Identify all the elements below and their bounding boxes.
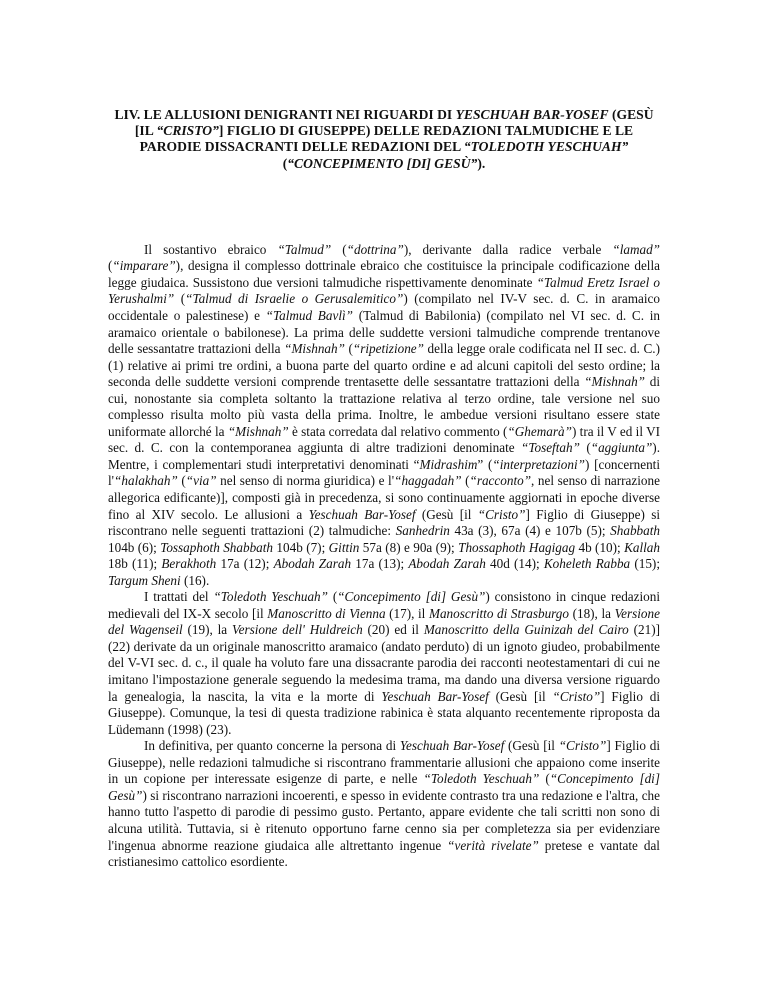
- italic-run: “ripetizione”: [352, 341, 424, 357]
- italic-run: “racconto”: [469, 473, 532, 489]
- italic-run: Versione dell' Huldreich: [232, 622, 363, 638]
- italic-run: Shabbath: [610, 523, 660, 539]
- text-run: (Talmud di Babilonia) (compilato nel VI sec. d. C. in aramaico orientale o babilonese). La prima delle suddette versioni talmudiche comprende trentanove delle sessantatre trattazioni della: [108, 308, 660, 357]
- italic-run: Koheleth Rabba: [543, 556, 631, 572]
- text-run: pretese e vantate dal cristianesimo cattolico esordiente.: [108, 837, 660, 870]
- italic-run: Tossaphoth Shabbath: [160, 539, 274, 555]
- italic-run: “interpretazioni”: [492, 456, 585, 472]
- title-text: ] FIGLIO DI GIUSEPPE) DELLE REDAZIONI TALMUDICHE E LE PARODIE DISSACRANTI DELLE REDAZIONI DEL: [139, 123, 634, 155]
- text-run: 43a (3), 67a (4) e 107b (5);: [449, 523, 611, 539]
- italic-run: Abodah Zarah: [273, 556, 352, 572]
- italic-run: “Mishnah”: [584, 374, 646, 390]
- text-run: 17a (13);: [351, 556, 409, 572]
- text-run: (18), la: [569, 605, 615, 621]
- title-text-italic: “CONCEPIMENTO [DI] GESÙ”: [287, 155, 478, 171]
- italic-run: “Toledoth Yeschuah”: [213, 589, 328, 605]
- text-run: 4b (10);: [575, 539, 625, 555]
- italic-run: Yeschuah Bar-Yosef: [399, 738, 505, 754]
- text-run: ] Figlio di Giuseppe). Comunque, la tesi di questa tradizione rabinica è stata alquanto recentemente riproposta da Lüdemann (1998) (23).: [108, 688, 660, 737]
- text-run: (: [327, 589, 338, 605]
- italic-run: “Toseftah”: [521, 440, 580, 456]
- italic-run: “via”: [185, 473, 217, 489]
- italic-run: “verità rivelate”: [447, 837, 539, 853]
- document-body: [108, 242, 660, 871]
- text-run: (17), il: [385, 605, 429, 621]
- text-run: 57a (8) e 90a (9);: [359, 539, 459, 555]
- text-run: (19), la: [182, 622, 232, 638]
- text-run: (Gesù [il: [504, 738, 559, 754]
- italic-run: Midrashim: [419, 456, 478, 472]
- text-run: è stata corredata dal relativo commento (: [288, 423, 508, 439]
- italic-run: “Talmud Bavlì”: [265, 308, 353, 323]
- text-run: ) consistono in cinque redazioni medievali del IX-X secolo [il: [108, 589, 661, 621]
- text-run: ), designa il complesso dottrinale ebraico che costituisce la principale codificazione della legge giudaica. Sussistono due versioni talmudiche rispettivamente denominate: [108, 258, 660, 290]
- italic-run: Thossaphoth Hagigag: [458, 539, 576, 555]
- text-run: ] Figlio di Giuseppe), nelle redazioni talmudiche si riscontrano frammentarie allusioni che appaiono come inserite in un copione per interessate esigenze di parte, e nelle: [108, 738, 660, 787]
- title-text: LIV. LE ALLUSIONI DENIGRANTI NEI RIGUARDI DI: [114, 107, 456, 122]
- italic-run: Sanhedrin: [395, 523, 450, 539]
- title-text: (: [282, 155, 288, 171]
- italic-run: Manoscritto di Strasburgo: [428, 605, 569, 621]
- italic-run: Targum Sheni: [108, 572, 181, 588]
- italic-run: “haggadah”: [394, 473, 462, 489]
- text-run: 18b (11);: [108, 556, 162, 572]
- text-run: 104b (6);: [108, 539, 161, 555]
- italic-run: “Talmud Eretz Israel o Yerushalmi”: [108, 274, 660, 307]
- italic-run: Berakhoth: [161, 556, 217, 572]
- text-run: Il sostantivo ebraico: [144, 241, 278, 257]
- text-run: (: [174, 291, 186, 307]
- text-run: ) tra il V ed il VI sec. d. C. con la contemporanea aggiunta di altre tradizioni denominate: [108, 423, 661, 456]
- text-run: (: [108, 258, 113, 274]
- italic-run: “Mishnah”: [227, 423, 289, 439]
- text-run: (: [177, 473, 186, 489]
- paragraph-3: [108, 738, 660, 870]
- title-text-italic: YESCHUAH BAR-YOSEF: [455, 107, 609, 122]
- italic-run: “dottrina”: [346, 241, 404, 257]
- text-run: nel senso di norma giuridica) e l': [216, 473, 395, 489]
- text-run: (: [539, 771, 550, 787]
- title-text-italic: “CRISTO”: [156, 123, 219, 139]
- italic-run: “Cristo”: [477, 506, 526, 522]
- paragraph-1: [108, 242, 660, 589]
- text-run: (: [461, 473, 470, 489]
- text-run: (20) ed il: [362, 622, 424, 638]
- italic-run: “Toledoth Yeschuah”: [423, 771, 540, 787]
- text-run: (: [579, 440, 591, 456]
- italic-run: “Cristo”: [552, 688, 601, 704]
- italic-run: Versione del Wagenseil: [108, 605, 660, 638]
- title-text: (GESÙ [IL: [134, 107, 654, 139]
- text-run: In definitiva, per quanto concerne la persona di: [144, 738, 400, 754]
- text-run: (21)] (22) derivate da un originale manoscritto aramaico (andato perduto) di un ignoto giudeo, probabilmente del V-VI sec. d. c., il quale ha voluto fare una dissacrante parodia dei racconti neotestamentari di cui ne imitano l'impostazione generale seguendo la medesima trama, ma dando una diversa versione riguardo la genealogia, la nascita, la vita e la morte di: [108, 622, 660, 704]
- text-run: di cui, nonostante sia completa soltanto la trattazione relativa al terzo ordine, tale versione nel suo complesso risulta molto più vasta della prima. Inoltre, le ambedue versioni risultano essere state uniformate allorché la: [108, 374, 660, 439]
- text-run: 40d (14);: [485, 556, 544, 572]
- text-run: (: [331, 241, 347, 257]
- text-run: ” (: [477, 456, 493, 472]
- text-run: ] Figlio di Giuseppe) si riscontrano nelle seguenti trattazioni (2) talmudiche:: [108, 506, 660, 539]
- paragraph-2: [108, 589, 660, 738]
- italic-run: Yeschuah Bar-Yosef: [308, 506, 416, 522]
- text-run: (: [344, 341, 353, 357]
- text-run: (Gesù [il: [415, 506, 478, 522]
- title-text: ).: [477, 155, 486, 171]
- italic-run: “Cristo”: [558, 738, 607, 754]
- italic-run: Abodah Zarah: [408, 556, 486, 572]
- text-run: (15);: [630, 556, 660, 572]
- text-run: ), derivante dalla radice verbale: [403, 241, 613, 257]
- italic-run: Gittin: [328, 539, 360, 555]
- italic-run: “lamad”: [612, 241, 660, 257]
- text-run: 17a (12);: [216, 556, 274, 572]
- text-run: 104b (7);: [273, 539, 329, 555]
- text-run: ) [concernenti l': [108, 456, 660, 489]
- italic-run: Yeschuah Bar-Yosef: [381, 688, 489, 704]
- italic-run: “Mishnah”: [284, 341, 345, 357]
- italic-run: Manoscritto della Guinizah del Cairo: [423, 622, 629, 638]
- chapter-title: [108, 107, 660, 172]
- text-run: I trattati del: [144, 589, 214, 605]
- text-run: (Gesù [il: [488, 688, 553, 704]
- italic-run: “aggiunta”: [590, 440, 653, 456]
- text-run: ). Mentre, i complementari studi interpretativi denominati “: [108, 440, 660, 472]
- italic-run: Kallah: [624, 539, 660, 555]
- italic-run: “halakhah”: [114, 473, 178, 489]
- italic-run: “Ghemarà”: [507, 423, 572, 439]
- text-run: , nel senso di narrazione allegorica edificante)], composti già in precedenza, si sono continuamente aggiornati in epoche diverse fino al XIV secolo. Le allusioni a: [108, 473, 660, 522]
- text-run: ) si riscontrano narrazioni incoerenti, e spesso in evidente contrasto tra una redazione e l'altra, che hanno tutto l'aspetto di parodie di pessimo gusto. Pertanto, appare evidente che tali scritti non sono di alcuna utilità. Tuttavia, si è ritenuto opportuno farne cenno sia per completezza sia per evidenziare l'ingenua abnorme reazione giudaica alle altrettanto ingenue: [108, 787, 660, 853]
- document-page: [108, 0, 660, 871]
- italic-run: “Talmud di Israelie o Gerusalemitico”: [185, 291, 404, 307]
- text-run: ) (compilato nel IV-V sec. d. C. in aramaico occidentale o palestinese) e: [108, 291, 660, 323]
- text-run: della legge orale codificata nel II sec. d. C.) (1) relative ai primi tre ordini, a buona parte del quarto ordine e ad alcuni capitoli del sesto ordine; la seconda delle suddette versioni comprende trentasette delle sessantatre trattazioni della: [108, 341, 660, 390]
- italic-run: “Concepimento [di] Gesù”: [337, 589, 486, 605]
- italic-run: “Concepimento [di] Gesù”: [108, 771, 660, 803]
- italic-run: Manoscritto di Vienna: [267, 605, 386, 621]
- title-text-italic: “TOLEDOTH YESCHUAH”: [463, 139, 629, 155]
- text-run: (16).: [180, 572, 210, 588]
- italic-run: “Talmud”: [277, 241, 332, 257]
- italic-run: “imparare”: [112, 258, 176, 274]
